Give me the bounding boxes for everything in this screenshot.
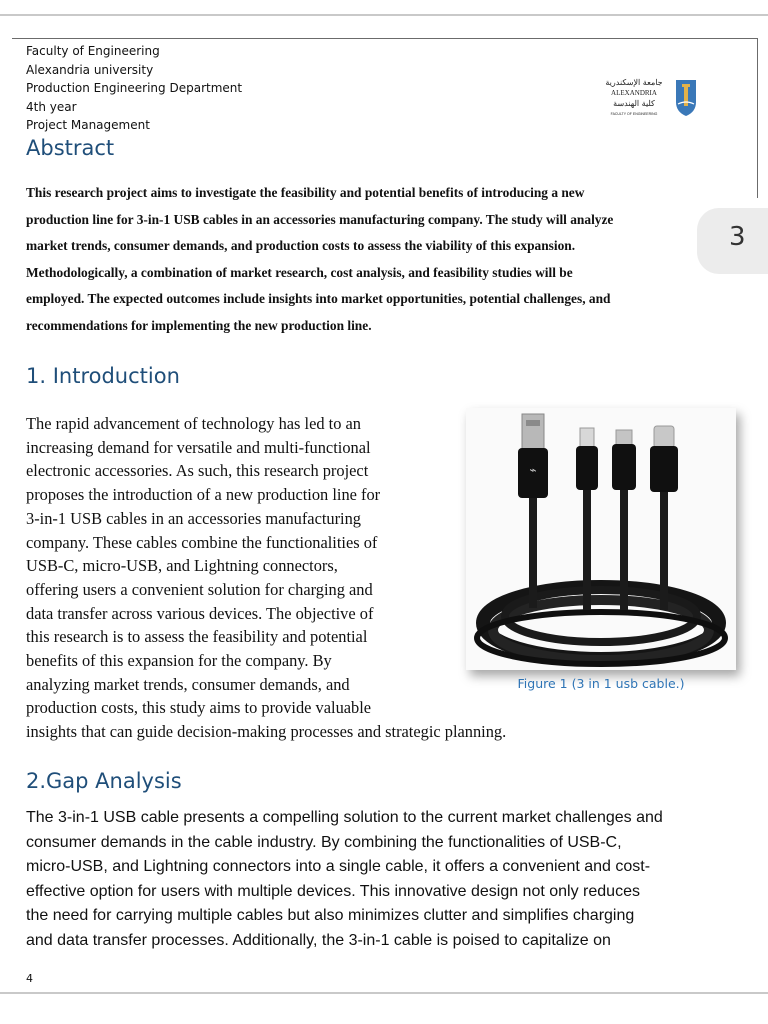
introduction-heading: 1. Introduction [26, 364, 180, 388]
header-course: Project Management [26, 118, 150, 133]
intro-line: USB-C, micro-USB, and Lightning connectors, [26, 556, 338, 576]
abstract-heading: Abstract [26, 136, 115, 160]
abstract-line: recommendations for implementing the new production line. [26, 317, 372, 333]
intro-line: insights that can guide decision-making processes and strategic planning. [26, 722, 507, 742]
document-header [26, 42, 242, 135]
header-year: 4th year [26, 99, 77, 114]
intro-line: electronic accessories. As such, this research project [26, 461, 369, 481]
intro-line: production costs, this study aims to provide valuable [26, 698, 372, 718]
top-divider [0, 14, 768, 16]
abstract-paragraph [26, 180, 716, 339]
abstract-line: production line for 3-in-1 USB cables in an accessories manufacturing company. The study will analyze [26, 211, 614, 227]
gap-analysis-heading: 2.Gap Analysis [26, 769, 182, 793]
intro-line: company. These cables combine the functionalities of [26, 532, 378, 552]
abstract-line: This research project aims to investigate the feasibility and potential benefits of introducing a new [26, 185, 585, 200]
intro-line: 3-in-1 USB cables in an accessories manufacturing [26, 508, 361, 528]
header-department: Production Engineering Department [26, 81, 243, 96]
intro-line: data transfer across various devices. The objective of [26, 603, 374, 623]
logo-shield-icon [676, 80, 696, 116]
logo-arabic-bottom: كلية الهندسة [613, 99, 655, 108]
gap-line: the need for carrying multiple cables but also minimizes clutter and simplifies charging [26, 907, 635, 924]
intro-line: increasing demand for versatile and multi-functional [26, 437, 371, 457]
usb-cable-image [466, 408, 736, 670]
page-border-right [757, 38, 758, 198]
bottom-divider [0, 992, 768, 994]
logo-arabic-top: جامعة الإسكندرية [605, 78, 663, 87]
gap-line: effective option for users with multiple devices. This innovative design not only reduces [26, 882, 640, 900]
page-indicator-number: 3 [729, 222, 746, 252]
abstract-line: market trends, consumer demands, and production costs to assess the viability of this expansion. [26, 238, 576, 253]
svg-text:⌁: ⌁ [529, 463, 537, 477]
abstract-line: Methodologically, a combination of market research, cost analysis, and feasibility studies will be [26, 264, 573, 280]
intro-line: this research is to assess the feasibility and potential [26, 627, 368, 647]
intro-line: The rapid advancement of technology has led to an [26, 414, 361, 433]
logo-latin: ALEXANDRIA [611, 89, 657, 97]
header-faculty: Faculty of Engineering [26, 44, 160, 58]
page-border-top [12, 38, 758, 39]
page-number: 4 [26, 972, 33, 985]
page-indicator-badge[interactable] [697, 208, 768, 274]
header-university: Alexandria university [26, 62, 154, 77]
intro-line: proposes the introduction of a new production line for [26, 485, 381, 505]
intro-line: benefits of this expansion for the company. By [26, 651, 332, 671]
alexandria-university-logo [604, 74, 700, 120]
gap-line: consumer demands in the cable industry. By combining the functionalities of USB-C, [26, 833, 622, 851]
gap-line: micro-USB, and Lightning connectors into a single cable, it offers a convenient and cost- [26, 858, 651, 875]
intro-line: offering users a convenient solution for charging and [26, 579, 373, 599]
abstract-line: employed. The expected outcomes include insights into market opportunities, potential challenges, and [26, 291, 611, 306]
intro-line: analyzing market trends, consumer demands, and [26, 674, 350, 694]
figure-caption: Figure 1 (3 in 1 usb cable.) [517, 676, 685, 691]
gap-analysis-paragraph [26, 806, 756, 953]
usb-cable-figure [466, 408, 736, 670]
gap-line: The 3-in-1 USB cable presents a compelling solution to the current market challenges and [26, 809, 663, 826]
gap-line: and data transfer processes. Additionally, the 3-in-1 cable is poised to capitalize on [26, 931, 611, 949]
logo-faculty-text: FACULTY OF ENGINEERING [610, 112, 658, 116]
